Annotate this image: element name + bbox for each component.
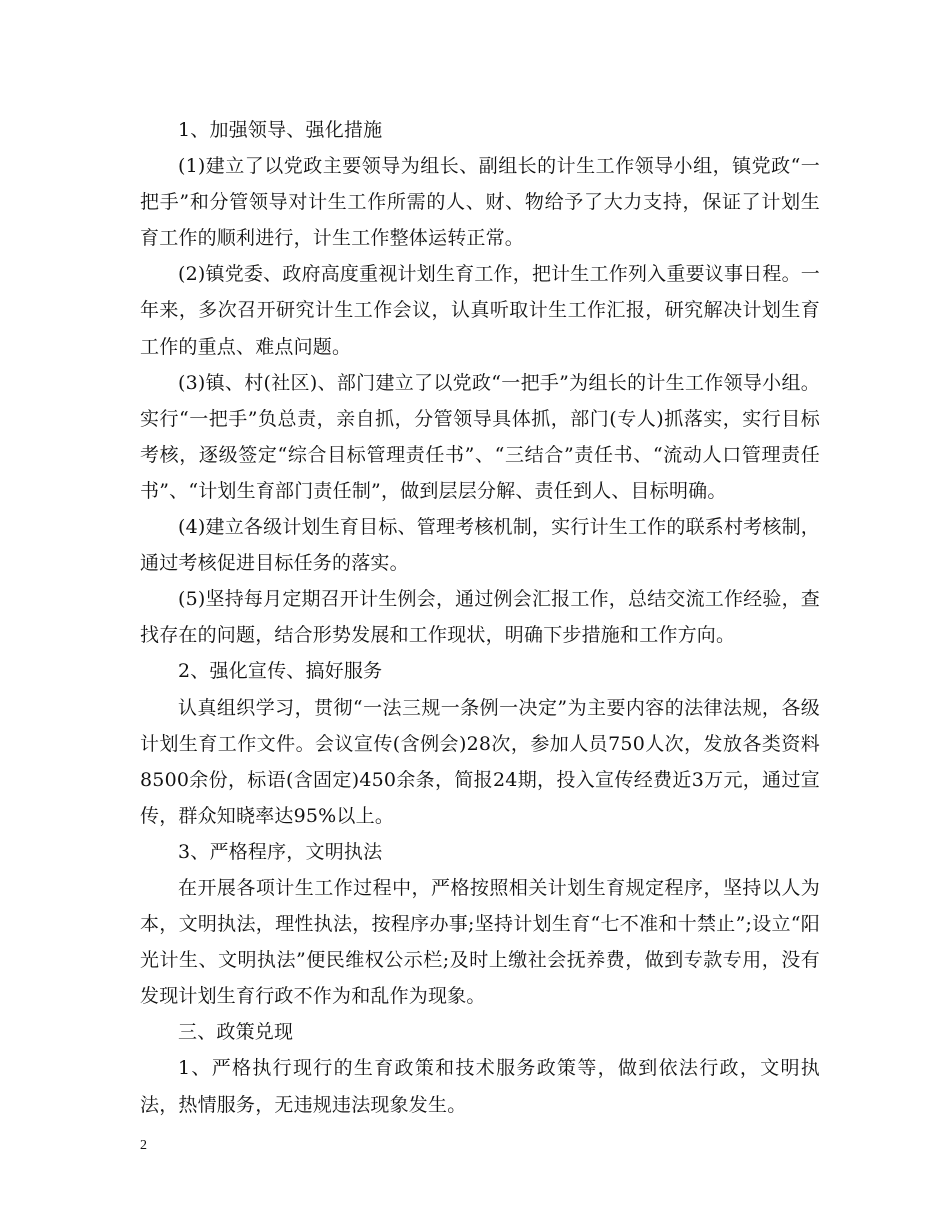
paragraph-civilized-enforcement: 在开展各项计生工作过程中，严格按照相关计划生育规定程序，坚持以人为本，文明执法，理性执法，按程序办事;坚持计划生育“七不准和十禁止”;设立“阳光计生、文明执法”便民维权公示栏;及时上缴社会抚养费，做到专款专用，没有发现计划生育行政不作为和乱作为现象。 xyxy=(140,876,820,1008)
paragraph-leadership-group: (1)建立了以党政主要领导为组长、副组长的计生工作领导小组，镇党政“一把手”和分管领导对计生工作所需的人、财、物给予了大力支持，保证了计划生育工作的顺利进行，计生工作整体运转正常。 xyxy=(140,155,820,250)
paragraph-party-committee: (2)镇党委、政府高度重视计划生育工作，把计生工作列入重要议事日程。一年来，多次召开研究计生工作会议，认真听取计生工作汇报，研究解决计划生育工作的重点、难点问题。 xyxy=(140,263,820,358)
heading-strengthen-leadership: 1、加强领导、强化措施 xyxy=(178,119,383,141)
paragraph-policy-execution: 1、严格执行现行的生育政策和技术服务政策等，做到依法行政，文明执法，热情服务，无违规违法现象发生。 xyxy=(140,1057,820,1116)
paragraph-assessment-mechanism: (4)建立各级计划生育目标、管理考核机制，实行计生工作的联系村考核制，通过考核促进目标任务的落实。 xyxy=(140,516,820,575)
page-number: 2 xyxy=(140,1138,147,1153)
heading-publicity-service: 2、强化宣传、搞好服务 xyxy=(178,660,383,683)
paragraph-monthly-meetings: (5)坚持每月定期召开计生例会，通过例会汇报工作，总结交流工作经验，查找存在的问题，结合形势发展和工作现状，明确下步措施和工作方向。 xyxy=(140,588,820,647)
paragraph-town-village-groups: (3)镇、村(社区)、部门建立了以党政“一把手”为组长的计生工作领导小组。实行“一把手”负总责，亲自抓，分管领导具体抓，部门(专人)抓落实，实行目标考核，逐级签定“综合目标管理责任书”、“三结合”责任书、“流动人口管理责任书”、“计划生育部门责任制”，做到层层分解、责任到人、目标明确。 xyxy=(140,371,820,502)
heading-strict-procedure: 3、严格程序，文明执法 xyxy=(178,840,383,863)
paragraph-publicity-stats: 认真组织学习，贯彻“一法三规一条例一决定”为主要内容的法律法规，各级计划生育工作文件。会议宣传(含例会)28次，参加人员750人次，发放各类资料8500余份，标语(含固定)450余条，简报24期，投入宣传经费近3万元，通过宣传，群众知晓率达95%以上。 xyxy=(140,696,820,827)
document-body xyxy=(140,112,820,1123)
heading-policy-fulfillment: 三、政策兑现 xyxy=(178,1021,294,1044)
